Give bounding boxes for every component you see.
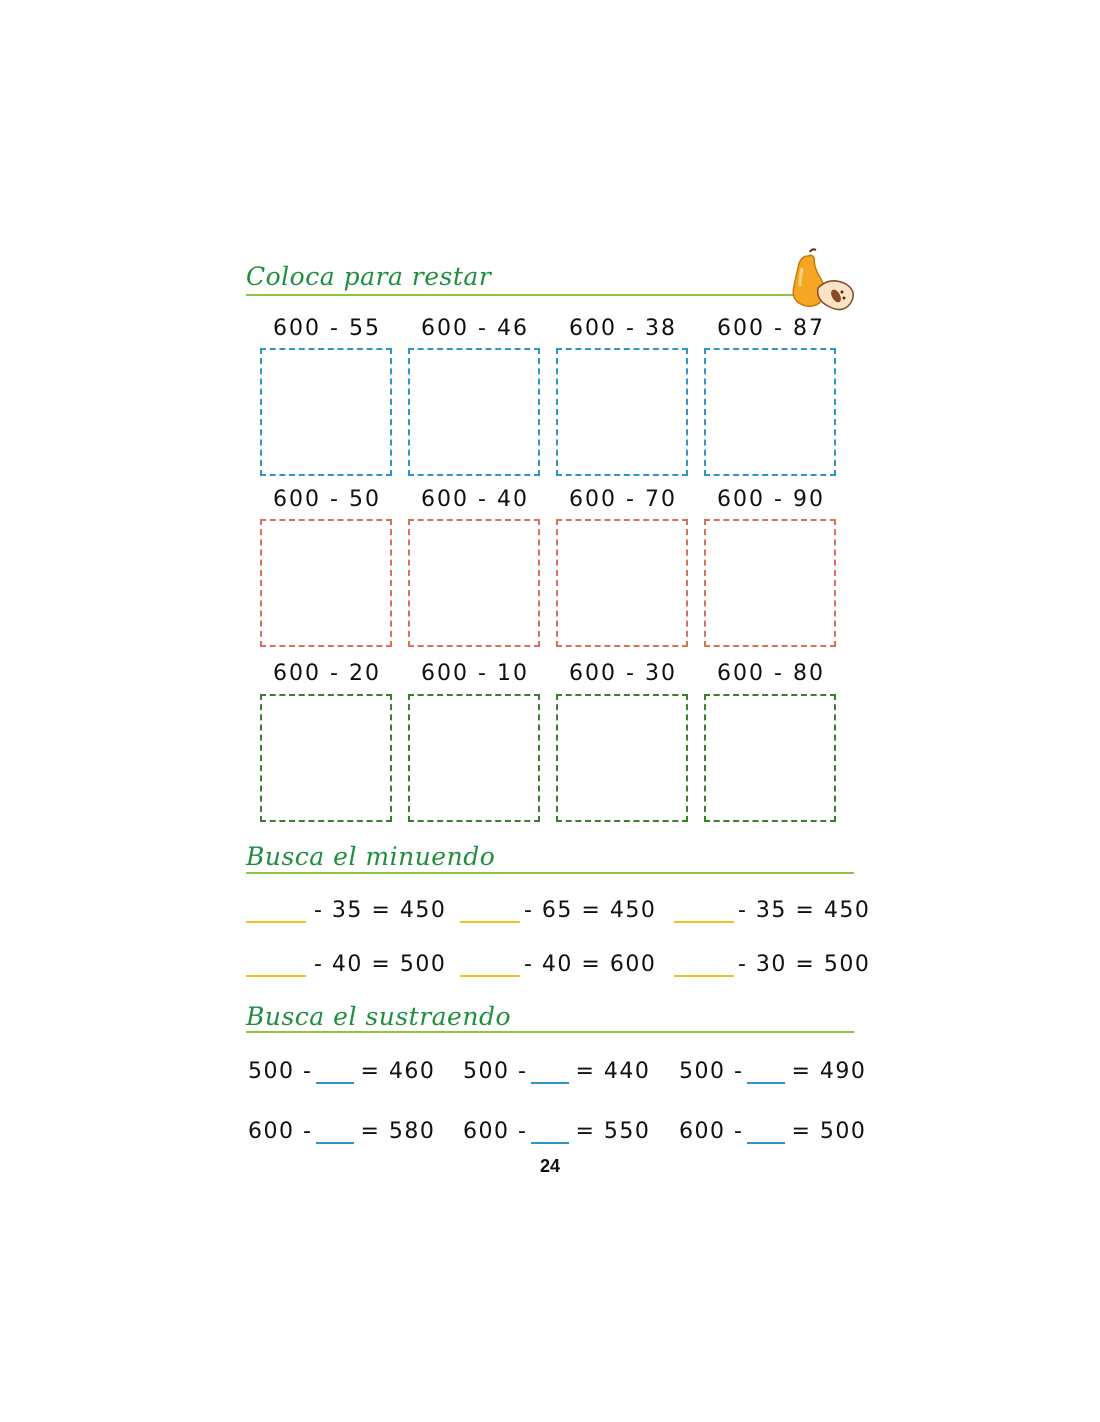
answer-box[interactable] [556,694,688,822]
equation-right: = 500 [791,1119,867,1144]
equation-left: 600 - [248,1119,313,1144]
answer-blank[interactable] [747,1120,785,1144]
answer-blank[interactable] [747,1060,785,1084]
answer-blank[interactable] [460,953,520,977]
minuend-equation [460,952,656,977]
answer-blank[interactable] [531,1060,569,1084]
answer-blank[interactable] [531,1120,569,1144]
equation-right: = 460 [360,1059,436,1084]
equation-text: - 35 = 450 [314,898,447,923]
section-title-minuendo: Busca el minuendo [246,842,496,871]
subtrahend-equation [679,1119,866,1144]
operation-label: 600 - 40 [421,487,529,512]
section-title-sustraendo: Busca el sustraendo [246,1002,512,1031]
answer-blank[interactable] [246,899,306,923]
equation-text: - 40 = 500 [314,952,447,977]
equation-right: = 490 [791,1059,867,1084]
subtrahend-equation [463,1059,650,1084]
operation-label: 600 - 10 [421,661,529,686]
minuend-equation [674,952,870,977]
equation-left: 600 - [679,1119,744,1144]
minuend-equation [246,952,446,977]
section-divider [246,872,854,874]
pear-icon [786,246,858,318]
minuend-equation [460,898,656,923]
answer-blank[interactable] [316,1120,354,1144]
answer-box[interactable] [556,348,688,476]
subtrahend-equation [248,1119,435,1144]
equation-text: - 40 = 600 [524,952,657,977]
answer-box[interactable] [408,694,540,822]
subtrahend-equation [248,1059,435,1084]
operation-label: 600 - 70 [569,487,677,512]
equation-right: = 580 [360,1119,436,1144]
equation-left: 500 - [679,1059,744,1084]
section-divider [246,294,796,296]
answer-box[interactable] [408,519,540,647]
minuend-equation [674,898,870,923]
answer-box[interactable] [260,519,392,647]
equation-right: = 550 [575,1119,651,1144]
equation-left: 500 - [248,1059,313,1084]
answer-blank[interactable] [316,1060,354,1084]
section-title-coloca: Coloca para restar [246,262,492,291]
answer-box[interactable] [408,348,540,476]
page-number: 24 [539,1156,561,1176]
answer-box[interactable] [704,694,836,822]
operation-label: 600 - 38 [569,316,677,341]
minuend-equation [246,898,446,923]
operation-label: 600 - 80 [717,661,825,686]
answer-box[interactable] [260,694,392,822]
equation-text: - 35 = 450 [738,898,871,923]
answer-box[interactable] [704,348,836,476]
subtrahend-equation [463,1119,650,1144]
answer-blank[interactable] [674,899,734,923]
answer-blank[interactable] [674,953,734,977]
operation-label: 600 - 90 [717,487,825,512]
answer-blank[interactable] [460,899,520,923]
operation-label: 600 - 20 [273,661,381,686]
equation-text: - 65 = 450 [524,898,657,923]
equation-right: = 440 [575,1059,651,1084]
operation-label: 600 - 30 [569,661,677,686]
operation-label: 600 - 46 [421,316,529,341]
operation-label: 600 - 55 [273,316,381,341]
equation-text: - 30 = 500 [738,952,871,977]
answer-blank[interactable] [246,953,306,977]
subtrahend-equation [679,1059,866,1084]
operation-label: 600 - 50 [273,487,381,512]
section-divider [246,1031,854,1033]
equation-left: 600 - [463,1119,528,1144]
answer-box[interactable] [556,519,688,647]
equation-left: 500 - [463,1059,528,1084]
answer-box[interactable] [260,348,392,476]
answer-box[interactable] [704,519,836,647]
operation-label: 600 - 87 [717,316,825,341]
